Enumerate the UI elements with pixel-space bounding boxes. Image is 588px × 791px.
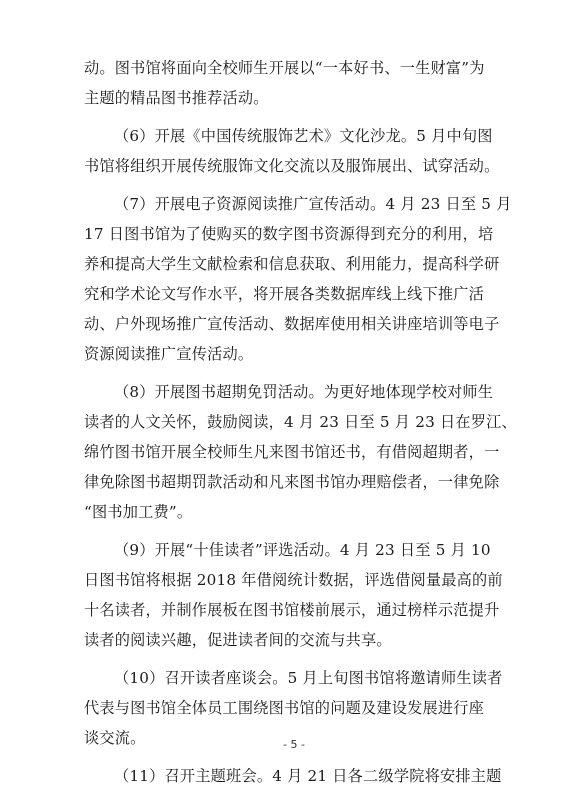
text-line: “图书加工费”。 (84, 503, 193, 521)
item-6-heading-line: （6）开展《中国传统服饰艺术》文化沙龙。5 月中旬图 (114, 127, 493, 145)
text-line: 代表与图书馆全体员工围绕图书馆的问题及建设发展进行座 (84, 699, 485, 717)
document-body (84, 53, 517, 791)
text-line: 日图书馆将根据 2018 年借阅统计数据，评选借阅量最高的前 (84, 571, 503, 589)
text-line: 养和提高大学生文献检索和信息获取、利用能力，提高科学研 (84, 255, 500, 273)
item-9-heading-line: （9）开展“十佳读者”评选活动。4 月 23 日至 5 月 10 (114, 541, 491, 559)
text-line: 动、户外现场推广宣传活动、数据库使用相关讲座培训等电子 (84, 315, 500, 333)
item-11-heading-line: （11）召开主题班会。4 月 21 日各二级学院将安排主题 (114, 767, 502, 785)
text-line: 律免除图书超期罚款活动和凡来图书馆办理赔偿者，一律免除 (84, 473, 500, 491)
text-line: 书馆将组织开展传统服饰文化交流以及服饰展出、试穿活动。 (84, 157, 500, 175)
text-line: 读者的阅读兴趣，促进读者间的交流与共享。 (84, 631, 392, 649)
text-line: 17 日图书馆为了使购买的数字图书资源得到充分的利用，培 (84, 225, 494, 243)
text-line: 谈交流。 (84, 729, 146, 747)
text-line: 资源阅读推广宣传活动。 (84, 345, 254, 363)
text-line: 读者的人文关怀，鼓励阅读，4 月 23 日至 5 月 23 日在罗江、 (84, 413, 517, 431)
item-10-heading-line: （10）召开读者座谈会。5 月上旬图书馆将邀请师生读者 (114, 669, 503, 687)
text-line: 主题的精品图书推荐活动。 (84, 89, 269, 107)
text-line: 十名读者，并制作展板在图书馆楼前展示，通过榜样示范提升 (84, 601, 500, 619)
page-number: - 5 - (283, 738, 305, 751)
item-7-heading-line: （7）开展电子资源阅读推广宣传活动。4 月 23 日至 5 月 (114, 195, 512, 213)
item-8-heading-line: （8）开展图书超期免罚活动。为更好地体现学校对师生 (114, 383, 494, 401)
text-line: 动。图书馆将面向全校师生开展以“一本好书、一生财富”为 (84, 59, 485, 77)
text-line: 绵竹图书馆开展全校师生凡来图书馆还书，有借阅超期者，一 (84, 443, 500, 461)
text-line: 究和学术论文写作水平，将开展各类数据库线上线下推广活 (84, 285, 485, 303)
